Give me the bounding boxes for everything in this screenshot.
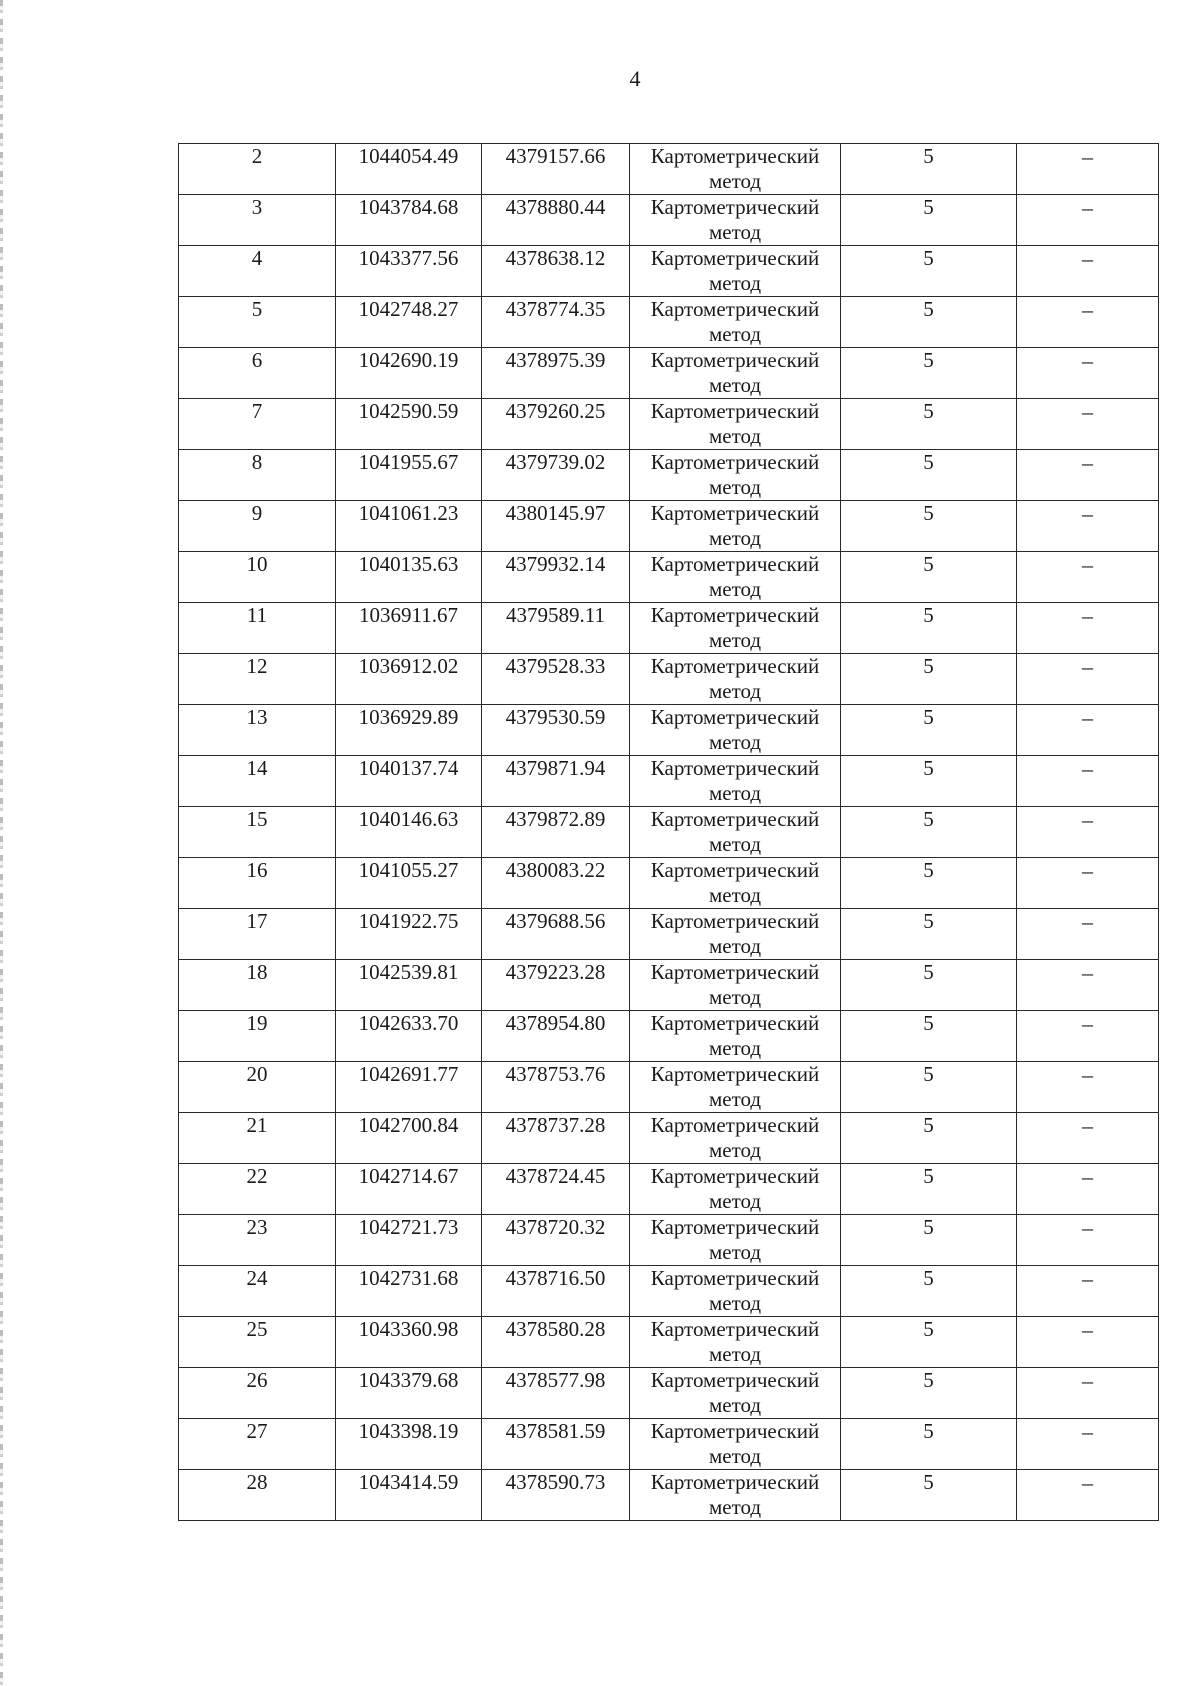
method-line-2: метод <box>708 322 762 346</box>
scan-edge-artifact <box>0 0 3 1686</box>
x-coordinate-cell: 1040137.74 <box>336 756 482 807</box>
y-coordinate-cell: 4378954.80 <box>482 1011 630 1062</box>
method-line-2: метод <box>708 577 762 601</box>
note-cell: – <box>1017 807 1159 858</box>
accuracy-cell: 5 <box>841 246 1017 297</box>
y-coordinate-cell: 4379530.59 <box>482 705 630 756</box>
method-cell <box>630 1266 841 1317</box>
y-coordinate-cell: 4378577.98 <box>482 1368 630 1419</box>
accuracy-cell: 5 <box>841 1011 1017 1062</box>
coordinates-table <box>178 143 1159 1521</box>
method-cell <box>630 960 841 1011</box>
point-number-cell: 5 <box>179 297 336 348</box>
point-number-cell: 9 <box>179 501 336 552</box>
note-cell: – <box>1017 960 1159 1011</box>
x-coordinate-cell: 1040135.63 <box>336 552 482 603</box>
y-coordinate-cell: 4379260.25 <box>482 399 630 450</box>
point-number-cell: 11 <box>179 603 336 654</box>
y-coordinate-cell: 4379739.02 <box>482 450 630 501</box>
accuracy-cell: 5 <box>841 1419 1017 1470</box>
method-line-1: Картометрический <box>650 1368 820 1392</box>
x-coordinate-cell: 1041055.27 <box>336 858 482 909</box>
accuracy-cell: 5 <box>841 399 1017 450</box>
method-cell <box>630 1215 841 1266</box>
table-row <box>179 450 1159 501</box>
accuracy-cell: 5 <box>841 552 1017 603</box>
y-coordinate-cell: 4380083.22 <box>482 858 630 909</box>
point-number-cell: 19 <box>179 1011 336 1062</box>
method-line-1: Картометрический <box>650 297 820 321</box>
note-cell: – <box>1017 246 1159 297</box>
method-line-2: метод <box>708 271 762 295</box>
method-line-1: Картометрический <box>650 450 820 474</box>
y-coordinate-cell: 4379872.89 <box>482 807 630 858</box>
method-cell <box>630 1470 841 1521</box>
method-line-2: метод <box>708 883 762 907</box>
table-row <box>179 1164 1159 1215</box>
note-cell: – <box>1017 1470 1159 1521</box>
method-cell <box>630 1062 841 1113</box>
method-line-2: метод <box>708 526 762 550</box>
method-cell <box>630 348 841 399</box>
note-cell: – <box>1017 348 1159 399</box>
table-row <box>179 1368 1159 1419</box>
note-cell: – <box>1017 501 1159 552</box>
method-cell <box>630 654 841 705</box>
accuracy-cell: 5 <box>841 1062 1017 1113</box>
point-number-cell: 8 <box>179 450 336 501</box>
table-row <box>179 909 1159 960</box>
method-cell <box>630 858 841 909</box>
method-line-1: Картометрический <box>650 399 820 423</box>
coordinates-table-body <box>179 144 1159 1521</box>
method-line-1: Картометрический <box>650 246 820 270</box>
x-coordinate-cell: 1044054.49 <box>336 144 482 195</box>
accuracy-cell: 5 <box>841 960 1017 1011</box>
y-coordinate-cell: 4380145.97 <box>482 501 630 552</box>
method-line-1: Картометрический <box>650 909 820 933</box>
table-row <box>179 195 1159 246</box>
y-coordinate-cell: 4378880.44 <box>482 195 630 246</box>
note-cell: – <box>1017 195 1159 246</box>
point-number-cell: 13 <box>179 705 336 756</box>
method-line-1: Картометрический <box>650 807 820 831</box>
accuracy-cell: 5 <box>841 654 1017 705</box>
method-cell <box>630 1419 841 1470</box>
accuracy-cell: 5 <box>841 1470 1017 1521</box>
method-line-1: Картометрический <box>650 603 820 627</box>
y-coordinate-cell: 4379589.11 <box>482 603 630 654</box>
note-cell: – <box>1017 858 1159 909</box>
method-line-2: метод <box>708 628 762 652</box>
method-line-2: метод <box>708 1393 762 1417</box>
note-cell: – <box>1017 1164 1159 1215</box>
method-cell <box>630 705 841 756</box>
table-row <box>179 603 1159 654</box>
table-row <box>179 1113 1159 1164</box>
point-number-cell: 14 <box>179 756 336 807</box>
note-cell: – <box>1017 1062 1159 1113</box>
note-cell: – <box>1017 297 1159 348</box>
method-cell <box>630 1368 841 1419</box>
point-number-cell: 10 <box>179 552 336 603</box>
point-number-cell: 27 <box>179 1419 336 1470</box>
method-line-2: метод <box>708 1036 762 1060</box>
accuracy-cell: 5 <box>841 1317 1017 1368</box>
note-cell: – <box>1017 1011 1159 1062</box>
note-cell: – <box>1017 603 1159 654</box>
method-line-2: метод <box>708 424 762 448</box>
note-cell: – <box>1017 756 1159 807</box>
method-line-2: метод <box>708 373 762 397</box>
method-line-2: метод <box>708 1189 762 1213</box>
point-number-cell: 16 <box>179 858 336 909</box>
x-coordinate-cell: 1040146.63 <box>336 807 482 858</box>
method-line-2: метод <box>708 1342 762 1366</box>
x-coordinate-cell: 1042731.68 <box>336 1266 482 1317</box>
table-row <box>179 1266 1159 1317</box>
method-cell <box>630 450 841 501</box>
table-row <box>179 1011 1159 1062</box>
note-cell: – <box>1017 1419 1159 1470</box>
method-cell <box>630 1011 841 1062</box>
accuracy-cell: 5 <box>841 1164 1017 1215</box>
x-coordinate-cell: 1042691.77 <box>336 1062 482 1113</box>
method-line-2: метод <box>708 1444 762 1468</box>
method-line-2: метод <box>708 1138 762 1162</box>
y-coordinate-cell: 4379223.28 <box>482 960 630 1011</box>
method-line-1: Картометрический <box>650 1113 820 1137</box>
point-number-cell: 2 <box>179 144 336 195</box>
x-coordinate-cell: 1043398.19 <box>336 1419 482 1470</box>
method-cell <box>630 756 841 807</box>
accuracy-cell: 5 <box>841 297 1017 348</box>
accuracy-cell: 5 <box>841 1215 1017 1266</box>
method-cell <box>630 195 841 246</box>
point-number-cell: 24 <box>179 1266 336 1317</box>
method-line-1: Картометрический <box>650 1062 820 1086</box>
method-line-1: Картометрический <box>650 705 820 729</box>
table-row <box>179 1470 1159 1521</box>
point-number-cell: 15 <box>179 807 336 858</box>
x-coordinate-cell: 1043414.59 <box>336 1470 482 1521</box>
accuracy-cell: 5 <box>841 348 1017 399</box>
y-coordinate-cell: 4378716.50 <box>482 1266 630 1317</box>
point-number-cell: 25 <box>179 1317 336 1368</box>
table-row <box>179 399 1159 450</box>
x-coordinate-cell: 1036911.67 <box>336 603 482 654</box>
accuracy-cell: 5 <box>841 195 1017 246</box>
accuracy-cell: 5 <box>841 909 1017 960</box>
table-row <box>179 1215 1159 1266</box>
accuracy-cell: 5 <box>841 1113 1017 1164</box>
table-row <box>179 297 1159 348</box>
x-coordinate-cell: 1041955.67 <box>336 450 482 501</box>
y-coordinate-cell: 4378724.45 <box>482 1164 630 1215</box>
method-line-1: Картометрический <box>650 1011 820 1035</box>
method-line-1: Картометрический <box>650 1317 820 1341</box>
note-cell: – <box>1017 705 1159 756</box>
y-coordinate-cell: 4379528.33 <box>482 654 630 705</box>
method-line-2: метод <box>708 1087 762 1111</box>
note-cell: – <box>1017 1368 1159 1419</box>
method-cell <box>630 603 841 654</box>
point-number-cell: 28 <box>179 1470 336 1521</box>
table-row <box>179 501 1159 552</box>
method-line-2: метод <box>708 169 762 193</box>
note-cell: – <box>1017 1113 1159 1164</box>
note-cell: – <box>1017 654 1159 705</box>
method-cell <box>630 246 841 297</box>
accuracy-cell: 5 <box>841 807 1017 858</box>
x-coordinate-cell: 1041922.75 <box>336 909 482 960</box>
table-row <box>179 705 1159 756</box>
y-coordinate-cell: 4378581.59 <box>482 1419 630 1470</box>
x-coordinate-cell: 1043377.56 <box>336 246 482 297</box>
x-coordinate-cell: 1042690.19 <box>336 348 482 399</box>
method-line-1: Картометрический <box>650 960 820 984</box>
method-line-2: метод <box>708 934 762 958</box>
note-cell: – <box>1017 909 1159 960</box>
accuracy-cell: 5 <box>841 1266 1017 1317</box>
method-line-1: Картометрический <box>650 195 820 219</box>
table-row <box>179 348 1159 399</box>
x-coordinate-cell: 1043379.68 <box>336 1368 482 1419</box>
table-row <box>179 1419 1159 1470</box>
y-coordinate-cell: 4379157.66 <box>482 144 630 195</box>
method-line-1: Картометрический <box>650 1419 820 1443</box>
point-number-cell: 6 <box>179 348 336 399</box>
x-coordinate-cell: 1036912.02 <box>336 654 482 705</box>
point-number-cell: 4 <box>179 246 336 297</box>
method-line-1: Картометрический <box>650 1266 820 1290</box>
accuracy-cell: 5 <box>841 858 1017 909</box>
table-row <box>179 654 1159 705</box>
method-cell <box>630 297 841 348</box>
note-cell: – <box>1017 1266 1159 1317</box>
method-cell <box>630 807 841 858</box>
page-number: 4 <box>629 66 641 91</box>
table-row <box>179 960 1159 1011</box>
x-coordinate-cell: 1042700.84 <box>336 1113 482 1164</box>
y-coordinate-cell: 4379688.56 <box>482 909 630 960</box>
point-number-cell: 12 <box>179 654 336 705</box>
accuracy-cell: 5 <box>841 1368 1017 1419</box>
x-coordinate-cell: 1036929.89 <box>336 705 482 756</box>
method-line-1: Картометрический <box>650 654 820 678</box>
method-line-2: метод <box>708 985 762 1009</box>
note-cell: – <box>1017 1317 1159 1368</box>
table-row <box>179 552 1159 603</box>
point-number-cell: 18 <box>179 960 336 1011</box>
method-cell <box>630 1164 841 1215</box>
method-cell <box>630 909 841 960</box>
point-number-cell: 7 <box>179 399 336 450</box>
y-coordinate-cell: 4378975.39 <box>482 348 630 399</box>
accuracy-cell: 5 <box>841 450 1017 501</box>
y-coordinate-cell: 4378580.28 <box>482 1317 630 1368</box>
point-number-cell: 21 <box>179 1113 336 1164</box>
x-coordinate-cell: 1042539.81 <box>336 960 482 1011</box>
x-coordinate-cell: 1043360.98 <box>336 1317 482 1368</box>
y-coordinate-cell: 4378590.73 <box>482 1470 630 1521</box>
point-number-cell: 26 <box>179 1368 336 1419</box>
y-coordinate-cell: 4378720.32 <box>482 1215 630 1266</box>
method-line-1: Картометрический <box>650 858 820 882</box>
method-line-1: Картометрический <box>650 1164 820 1188</box>
method-line-1: Картометрический <box>650 1215 820 1239</box>
table-row <box>179 144 1159 195</box>
accuracy-cell: 5 <box>841 603 1017 654</box>
table-row <box>179 1062 1159 1113</box>
method-line-2: метод <box>708 730 762 754</box>
table-row <box>179 246 1159 297</box>
method-line-2: метод <box>708 781 762 805</box>
accuracy-cell: 5 <box>841 756 1017 807</box>
x-coordinate-cell: 1041061.23 <box>336 501 482 552</box>
x-coordinate-cell: 1042590.59 <box>336 399 482 450</box>
y-coordinate-cell: 4378638.12 <box>482 246 630 297</box>
point-number-cell: 3 <box>179 195 336 246</box>
x-coordinate-cell: 1042714.67 <box>336 1164 482 1215</box>
accuracy-cell: 5 <box>841 705 1017 756</box>
method-cell <box>630 399 841 450</box>
point-number-cell: 22 <box>179 1164 336 1215</box>
note-cell: – <box>1017 399 1159 450</box>
point-number-cell: 23 <box>179 1215 336 1266</box>
method-line-1: Картометрический <box>650 552 820 576</box>
method-line-1: Картометрический <box>650 756 820 780</box>
table-row <box>179 807 1159 858</box>
note-cell: – <box>1017 144 1159 195</box>
y-coordinate-cell: 4379871.94 <box>482 756 630 807</box>
method-line-2: метод <box>708 1240 762 1264</box>
method-line-2: метод <box>708 679 762 703</box>
x-coordinate-cell: 1043784.68 <box>336 195 482 246</box>
method-cell <box>630 1113 841 1164</box>
method-line-1: Картометрический <box>650 144 820 168</box>
y-coordinate-cell: 4378774.35 <box>482 297 630 348</box>
method-cell <box>630 501 841 552</box>
method-line-1: Картометрический <box>650 501 820 525</box>
table-row <box>179 858 1159 909</box>
method-line-2: метод <box>708 1291 762 1315</box>
point-number-cell: 17 <box>179 909 336 960</box>
method-line-2: метод <box>708 1495 762 1519</box>
note-cell: – <box>1017 552 1159 603</box>
note-cell: – <box>1017 1215 1159 1266</box>
x-coordinate-cell: 1042633.70 <box>336 1011 482 1062</box>
accuracy-cell: 5 <box>841 144 1017 195</box>
y-coordinate-cell: 4379932.14 <box>482 552 630 603</box>
y-coordinate-cell: 4378753.76 <box>482 1062 630 1113</box>
method-line-2: метод <box>708 832 762 856</box>
method-line-1: Картометрический <box>650 1470 820 1494</box>
method-line-2: метод <box>708 475 762 499</box>
method-cell <box>630 552 841 603</box>
point-number-cell: 20 <box>179 1062 336 1113</box>
method-cell <box>630 1317 841 1368</box>
table-row <box>179 756 1159 807</box>
note-cell: – <box>1017 450 1159 501</box>
x-coordinate-cell: 1042748.27 <box>336 297 482 348</box>
y-coordinate-cell: 4378737.28 <box>482 1113 630 1164</box>
accuracy-cell: 5 <box>841 501 1017 552</box>
method-line-2: метод <box>708 220 762 244</box>
method-cell <box>630 144 841 195</box>
method-line-1: Картометрический <box>650 348 820 372</box>
x-coordinate-cell: 1042721.73 <box>336 1215 482 1266</box>
table-row <box>179 1317 1159 1368</box>
